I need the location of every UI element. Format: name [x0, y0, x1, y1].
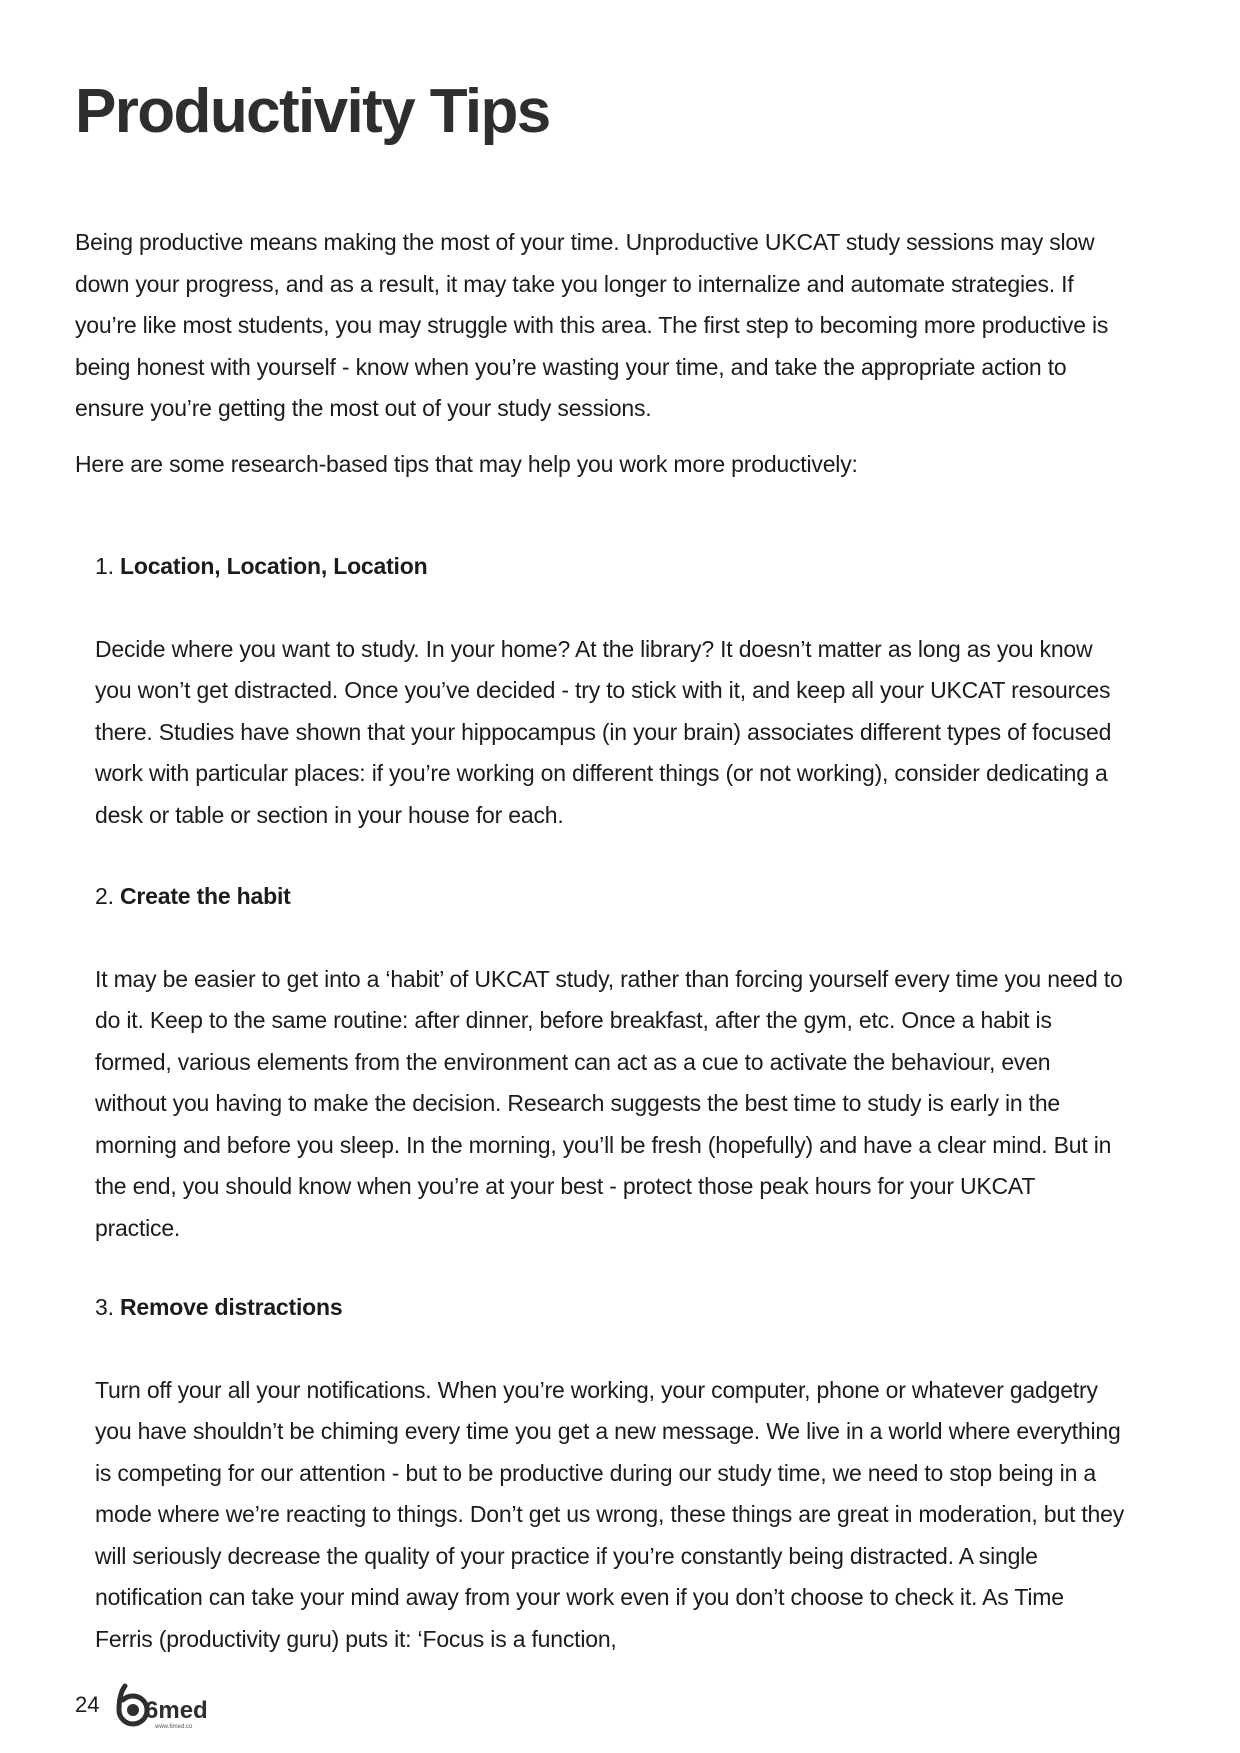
- tip-heading: [95, 1287, 1125, 1329]
- page-number: 24: [75, 1692, 100, 1717]
- page-footer: [75, 1680, 221, 1730]
- tip-title: Create the habit: [120, 883, 291, 909]
- intro-paragraph: Being productive means making the most of your time. Unproductive UKCAT study sessions may slow down your progress, and as a result, it may take you longer to internalize and automate strategies. If you’re like most students, you may struggle with this area. The first step to becoming more productive is being honest with yourself - know when you’re wasting your time, and take the appropriate action to ensure you’re getting the most out of your study sessions.: [75, 229, 1109, 421]
- 6med-logo: [111, 1680, 221, 1730]
- tip-body: It may be easier to get into a ‘habit’ of UKCAT study, rather than forcing yourself every time you need to do it. Keep to the same routine: after dinner, before breakfast, after the gym, etc. Once a habit is formed, various elements from the environment can act as a cue to activate the behaviour, even without you having to make the decision. Research suggests the best time to study is early in the morning and before you sleep. In the morning, you’ll be fresh (hopefully) and have a clear mind. But in the end, you should know when you’re at your best - protect those peak hours for your UKCAT practice.: [95, 965, 1123, 1241]
- tip-heading: [95, 546, 1125, 588]
- tip-section-distractions: [95, 1287, 1125, 1660]
- tip-section-location: [95, 546, 1125, 836]
- page-title: Productivity Tips: [75, 77, 550, 146]
- intro-paragraph-2: Here are some research-based tips that may help you work more productively:: [75, 451, 858, 477]
- tip-title: Remove distractions: [120, 1294, 343, 1320]
- tip-heading: [95, 876, 1125, 918]
- tip-title: Location, Location, Location: [120, 553, 428, 579]
- tip-section-habit: [95, 876, 1125, 1249]
- logo-wordmark: 6med: [145, 1697, 209, 1724]
- tip-number: 3.: [95, 1294, 114, 1320]
- tip-number: 2.: [95, 883, 114, 909]
- logo-url: www.6med.co: [155, 1724, 193, 1730]
- tip-body: Turn off your all your notifications. When you’re working, your computer, phone or whatever gadgetry you have shouldn’t be chiming every time you get a new message. We live in a world where everything is competing for our attention - but to be productive during our study time, we need to stop being in a mode where we’re reacting to things. Don’t get us wrong, these things are great in moderation, but they will seriously decrease the quality of your practice if you’re constantly being distracted. A single notification can take your mind away from your work even if you don’t choose to check it. As Time Ferris (productivity guru) puts it: ‘Focus is a function,: [95, 1376, 1125, 1652]
- tip-number: 1.: [95, 553, 114, 579]
- tip-body: Decide where you want to study. In your home? At the library? It doesn’t matter as long as you know you won’t get distracted. Once you’ve decided - try to stick with it, and keep all your UKCAT resources there. Studies have shown that your hippocampus (in your brain) associates different types of focused work with particular places: if you’re working on different things (or not working), consider dedicating a desk or table or section in your house for each.: [95, 635, 1112, 828]
